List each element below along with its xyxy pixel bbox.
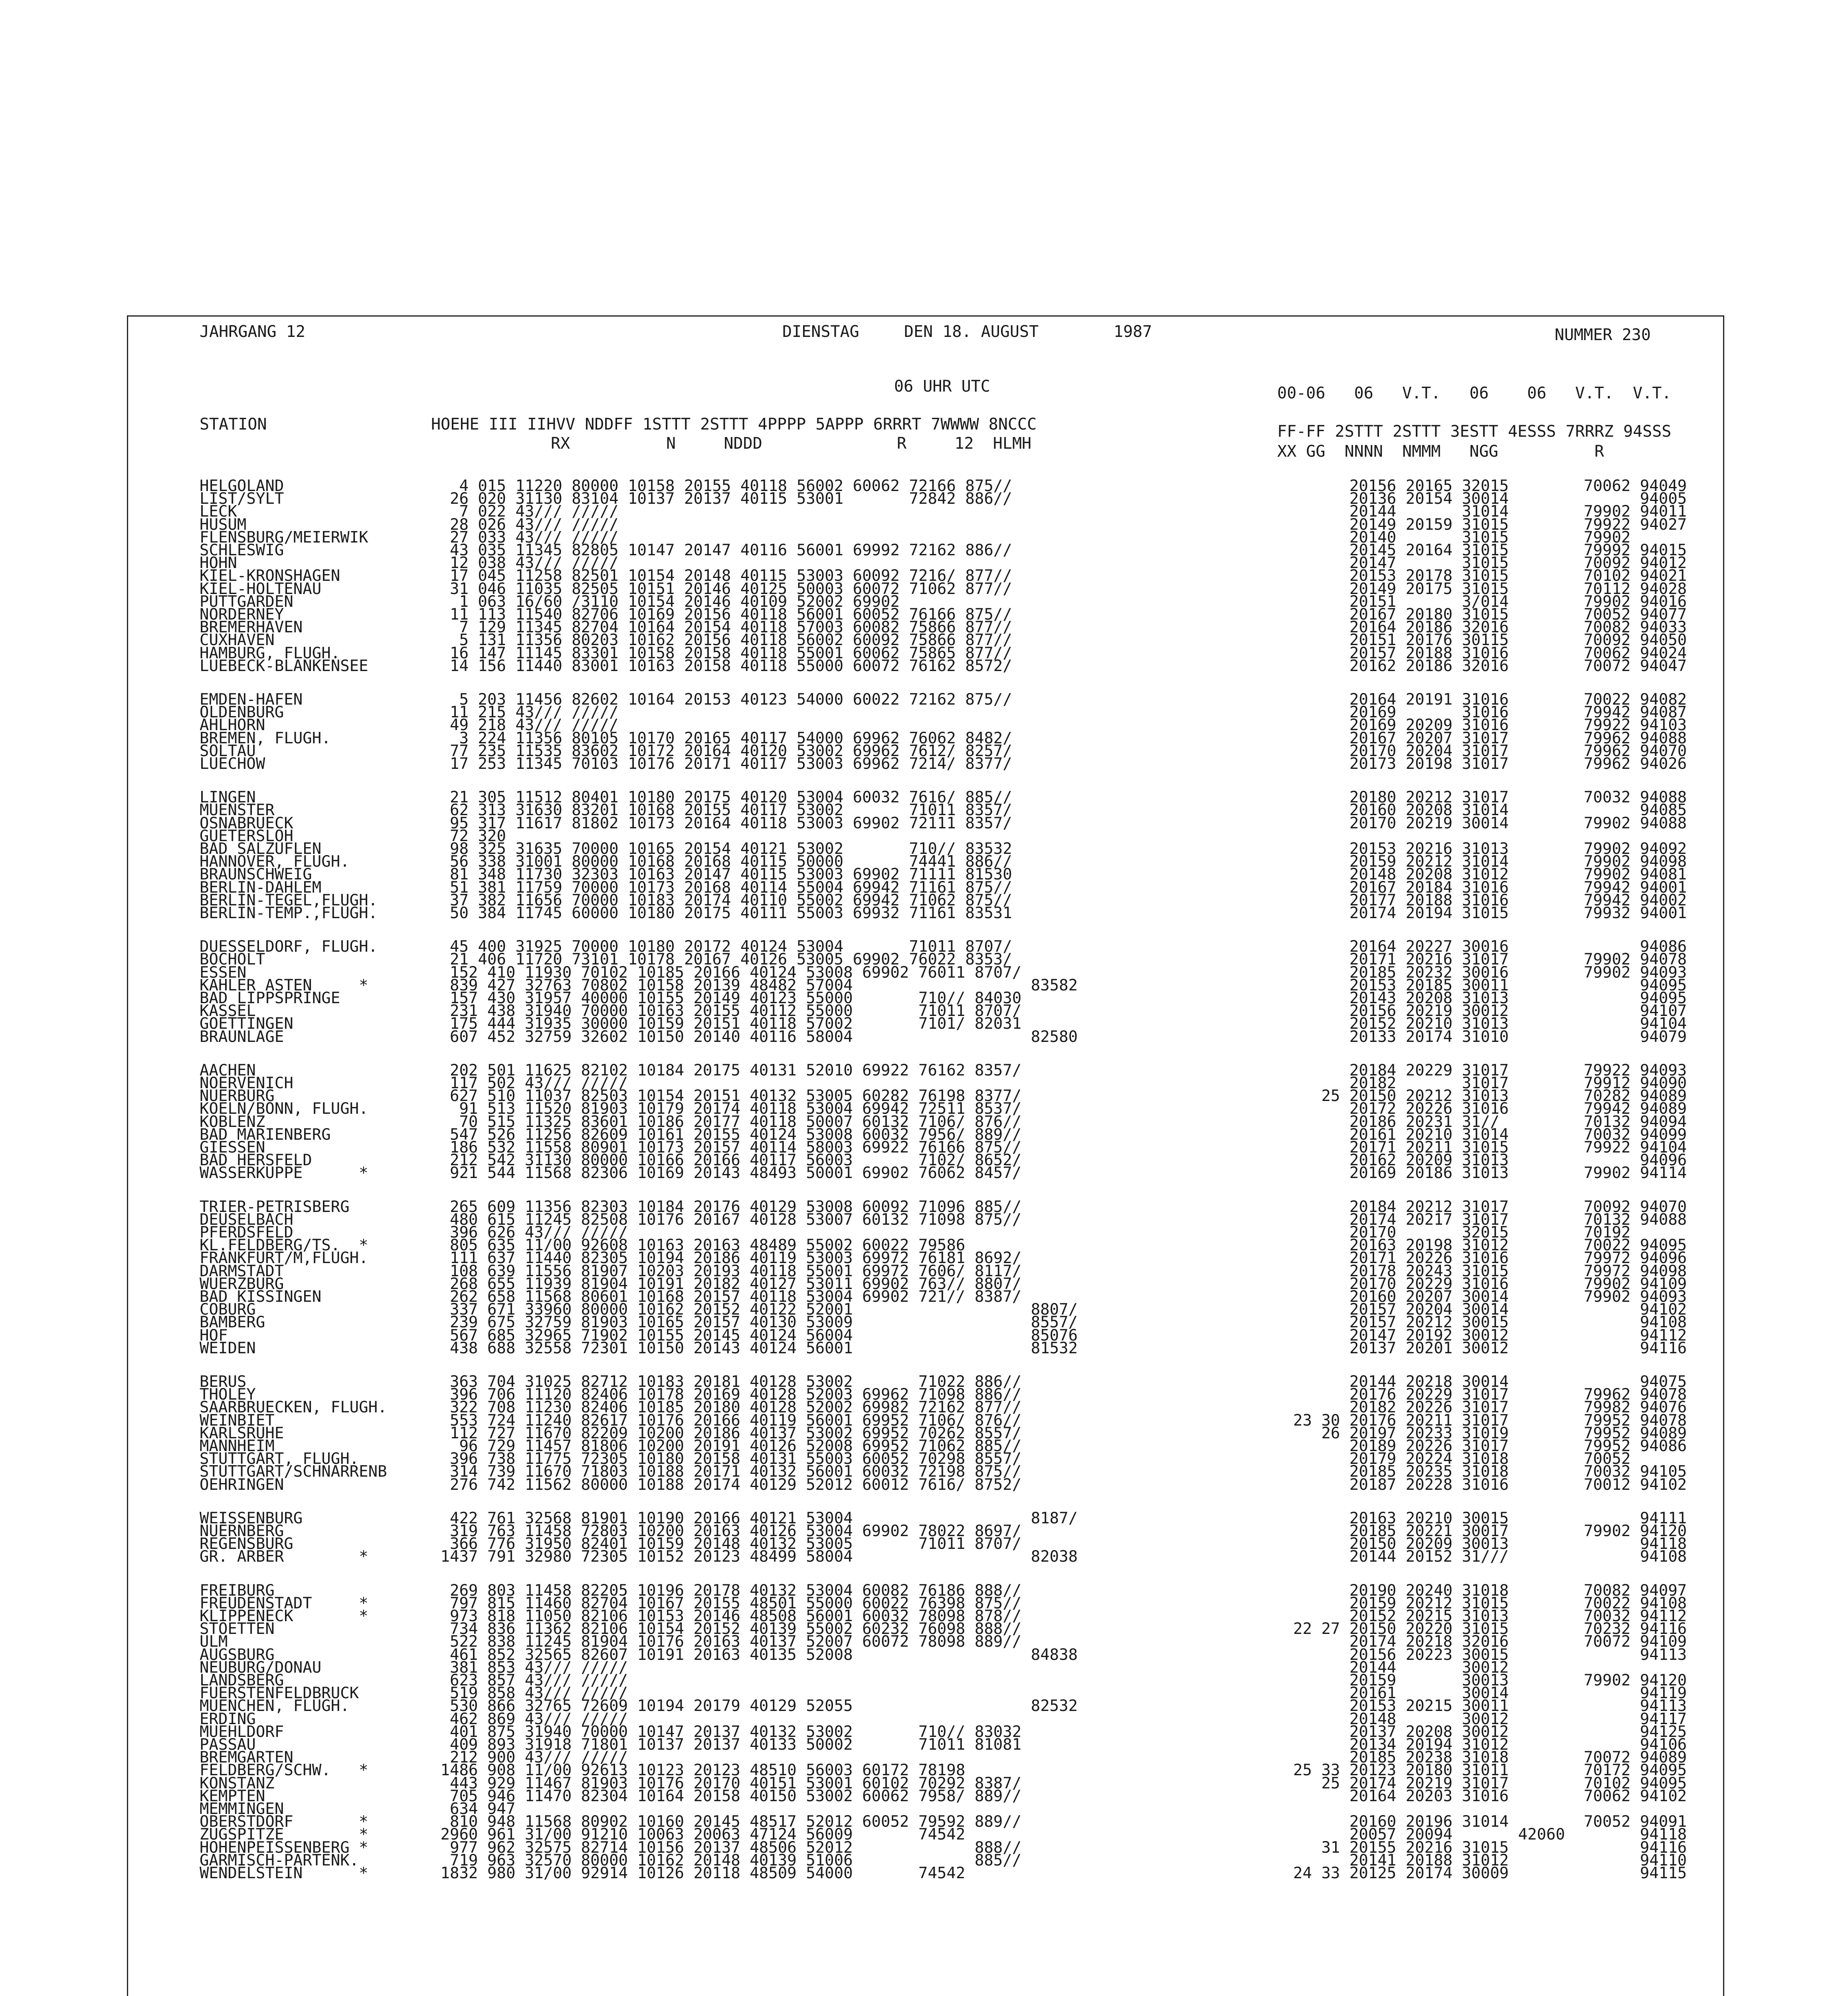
station-right-values: 25 20174 20219 31017 70102 94095 xyxy=(1293,1774,1687,1792)
station-name: HOHN xyxy=(200,554,237,572)
station-main-values: 27 033 43/// ///// xyxy=(431,528,619,547)
station-main-values: 977 962 32575 82714 10156 20137 48506 52012 888// xyxy=(431,1838,1022,1857)
station-name: KOELN/BONN, FLUGH. xyxy=(200,1100,368,1118)
station-name: WENDELSTEIN * xyxy=(200,1864,368,1882)
station-main-values: 519 858 43/// ///// xyxy=(431,1684,628,1703)
station-name: PASSAU xyxy=(200,1736,256,1754)
station-name: DARMSTADT xyxy=(200,1262,284,1280)
station-right-values: 20189 20226 31017 79952 94086 xyxy=(1293,1437,1687,1455)
station-name: HUSUM xyxy=(200,515,247,534)
station-right-values: 20173 20198 31017 79962 94026 xyxy=(1293,755,1687,773)
station-right-values: 20164 20186 32016 70082 94033 xyxy=(1293,618,1687,637)
station-name: PUTTGARDEN xyxy=(200,592,293,611)
station-right-values: 20161 30014 94119 xyxy=(1293,1684,1687,1703)
station-right-values: 20148 30012 94117 xyxy=(1293,1710,1687,1728)
station-name: WEINBIET xyxy=(200,1411,275,1430)
station-main-values: 56 338 31001 80000 10168 20168 40115 50000 74441 886// xyxy=(431,853,1012,871)
station-main-values: 5 203 11456 82602 10164 20153 40123 54000 60022 72162 875// xyxy=(431,691,1012,709)
station-right-values: 20057 20094 42060 94118 xyxy=(1293,1826,1687,1844)
station-main-values: 530 866 32765 72609 10194 20179 40129 52055 82532 xyxy=(431,1697,1078,1715)
station-main-values: 839 427 32763 70802 10158 20139 48482 57004 83582 xyxy=(431,976,1078,994)
station-main-values: 5 131 11356 80203 10162 20156 40118 56002 60092 75866 877// xyxy=(431,631,1012,649)
station-main-values: 81 348 11730 32303 10163 20147 40115 53003 69902 71111 81530 xyxy=(431,865,1012,884)
obs-time: 06 UHR UTC xyxy=(894,377,990,396)
station-right-values: 20174 20217 31017 70132 94088 xyxy=(1293,1210,1687,1229)
station-right-values: 24 33 20125 20174 30009 94115 xyxy=(1293,1864,1687,1882)
station-main-values: 62 313 31630 83201 10168 20155 40117 53002 71011 8357/ xyxy=(431,801,1012,820)
station-right-values: 20160 20196 31014 70052 94091 xyxy=(1293,1813,1687,1831)
station-name: ERDING xyxy=(200,1710,256,1728)
station-name: WEISSENBURG xyxy=(200,1509,303,1527)
station-name: GARMISCH-PARTENK. xyxy=(200,1851,359,1869)
station-main-values: 438 688 32558 72301 10150 20143 40124 56001 81532 xyxy=(431,1339,1078,1357)
right-top-header: 00-06 06 V.T. 06 06 V.T. V.T. xyxy=(1277,384,1672,402)
station-main-values: 623 857 43/// ///// xyxy=(431,1671,628,1689)
station-right-values: 20182 31017 79912 94090 xyxy=(1293,1074,1687,1092)
station-right-values: 20174 20218 32016 70072 94109 xyxy=(1293,1633,1687,1651)
station-right-values: 20182 20226 31017 79982 94076 xyxy=(1293,1398,1687,1417)
station-right-values: 20153 20216 31013 79902 94092 xyxy=(1293,840,1687,858)
station-right-values: 20167 20207 31017 79962 94088 xyxy=(1293,729,1687,747)
station-right-values: 20153 20215 30011 94113 xyxy=(1293,1697,1687,1715)
station-main-values: 14 156 11440 83001 10163 20158 40118 55000 60072 76162 8572/ xyxy=(431,657,1012,675)
station-right-values: 20157 20204 30014 94102 xyxy=(1293,1301,1687,1319)
station-right-values: 20163 20198 31012 70022 94095 xyxy=(1293,1236,1687,1255)
station-main-values: 202 501 11625 82102 10184 20175 40131 52010 69922 76162 8357/ xyxy=(431,1061,1022,1079)
station-main-values: 627 510 11037 82503 10154 20151 40132 53005 60282 76198 8377/ xyxy=(431,1087,1022,1105)
station-right-values: 20148 20208 31012 79902 94081 xyxy=(1293,865,1687,884)
station-right-values: 20147 20192 30012 94112 xyxy=(1293,1326,1687,1345)
station-right-values: 20152 20215 31013 70032 94112 xyxy=(1293,1607,1687,1625)
station-main-values: 797 815 11460 82704 10167 20155 48501 55000 60022 76398 875// xyxy=(431,1594,1022,1612)
station-name: CUXHAVEN xyxy=(200,631,275,649)
station-main-values: 734 836 11362 82106 10154 20152 40139 55002 60232 76098 888// xyxy=(431,1620,1022,1638)
station-name: EMDEN-HAFEN xyxy=(200,691,303,709)
station-main-values: 152 410 11930 70102 10185 20166 40124 53008 69902 76011 8707/ xyxy=(431,963,1022,982)
station-main-values: 462 869 43/// ///// xyxy=(431,1710,628,1728)
station-main-values: 381 853 43/// ///// xyxy=(431,1658,628,1677)
right-columns-header: FF-FF 2STTT 2STTT 3ESTT 4ESSS 7RRRZ 94SSS xyxy=(1277,422,1672,441)
station-name: STOETTEN xyxy=(200,1620,275,1638)
station-main-values: 805 635 11/00 92608 10163 20163 48489 55002 60022 79586 xyxy=(431,1236,966,1255)
station-right-values: 20160 20208 31014 94085 xyxy=(1293,801,1687,820)
station-name: OSNABRUECK xyxy=(200,814,293,832)
station-main-values: 7 022 43/// ///// xyxy=(431,503,619,521)
station-name: FELDBERG/SCHW. * xyxy=(200,1761,368,1780)
station-right-values: 26 20197 20233 31019 79952 94089 xyxy=(1293,1424,1687,1442)
station-name: BREMEN, FLUGH. xyxy=(200,729,331,747)
station-right-values: 20180 20212 31017 70032 94088 xyxy=(1293,788,1687,807)
station-name: GIESSEN xyxy=(200,1139,265,1156)
station-main-values: 1437 791 32980 72305 10152 20123 48499 58004 82038 xyxy=(431,1548,1078,1566)
station-right-values: 20185 20238 31018 70072 94089 xyxy=(1293,1748,1687,1767)
station-right-values: 20178 20243 31015 79972 94098 xyxy=(1293,1262,1687,1280)
station-main-values: 461 852 32565 82607 10191 20163 40135 52008 84838 xyxy=(431,1646,1078,1664)
station-right-values: 20170 32015 70192 xyxy=(1293,1224,1631,1242)
station-name: BAD HERSFELD xyxy=(200,1151,312,1170)
station-right-values: 20151 20176 30115 70092 94050 xyxy=(1293,631,1687,649)
station-main-values: 314 739 11670 71803 10188 20171 40132 56001 60032 72198 875// xyxy=(431,1463,1022,1481)
station-right-values: 20161 20210 31014 70032 94099 xyxy=(1293,1125,1687,1144)
station-main-values: 265 609 11356 82303 10184 20176 40129 53008 60092 71096 885// xyxy=(431,1198,1022,1216)
station-main-values: 212 900 43/// ///// xyxy=(431,1748,628,1767)
station-right-values: 20144 30012 xyxy=(1293,1658,1509,1677)
station-main-values: 973 818 11050 82106 10153 20146 48508 56001 60032 78098 878// xyxy=(431,1607,1022,1625)
station-main-values: 322 708 11230 82406 10185 20180 40128 52002 69982 72162 877// xyxy=(431,1398,1022,1417)
station-main-values: 72 320 xyxy=(431,827,506,845)
station-header: STATION xyxy=(200,415,267,434)
station-right-values: 20171 20226 31016 79972 94096 xyxy=(1293,1249,1687,1267)
station-name: LUECHOW xyxy=(200,755,265,773)
station-right-values: 20163 20210 30015 94111 xyxy=(1293,1509,1687,1527)
station-right-values: 20176 20229 31017 79962 94078 xyxy=(1293,1386,1687,1404)
station-right-values: 20137 20201 30012 94116 xyxy=(1293,1339,1687,1357)
station-main-values: 95 317 11617 81802 10173 20164 40118 53003 69902 72111 8357/ xyxy=(431,814,1012,832)
station-right-values: 20185 20221 30017 79902 94120 xyxy=(1293,1522,1687,1540)
station-right-values: 20144 20152 31/// 94108 xyxy=(1293,1548,1687,1566)
station-main-values: 396 706 11120 82406 10178 20169 40128 52003 69962 71098 886// xyxy=(431,1386,1022,1404)
station-main-values: 607 452 32759 32602 10150 20140 40116 58004 82580 xyxy=(431,1028,1078,1046)
station-right-values: 20190 20240 31018 70082 94097 xyxy=(1293,1581,1687,1600)
station-name: LECK xyxy=(200,503,237,521)
station-main-values: 366 776 31950 82401 10159 20148 40132 53005 71011 8707/ xyxy=(431,1535,1022,1553)
station-right-values: 25 33 20123 20180 31011 70172 94095 xyxy=(1293,1761,1687,1780)
station-main-values: 108 639 11556 81907 10203 20193 40118 55001 69972 7606/ 8117/ xyxy=(431,1262,1022,1280)
station-name: SCHLESWIG xyxy=(200,541,284,559)
station-main-values: 17 045 11258 82501 10154 20148 40115 53003 60092 7216/ 877// xyxy=(431,567,1012,585)
station-name: COBURG xyxy=(200,1301,256,1319)
station-name: BRAUNSCHWEIG xyxy=(200,865,312,884)
station-name: ESSEN xyxy=(200,963,247,982)
station-main-values: 547 526 11256 82609 10161 20155 40124 53008 60032 7956/ 889// xyxy=(431,1125,1022,1144)
station-name: BREMGARTEN xyxy=(200,1748,293,1767)
station-name: AHLHORN xyxy=(200,716,265,735)
station-right-values: 20185 20232 30016 79902 94093 xyxy=(1293,963,1687,982)
station-right-values: 20151 3/014 79902 94016 xyxy=(1293,592,1687,611)
station-name: GR. ARBER * xyxy=(200,1548,368,1566)
station-main-values: 401 875 31940 70000 10147 20137 40132 53002 710// 83032 xyxy=(431,1723,1022,1741)
station-main-values: 705 946 11470 82304 10164 20158 40150 53002 60062 7958/ 889// xyxy=(431,1787,1022,1805)
station-right-values: 20186 20231 31// 70132 94094 xyxy=(1293,1113,1687,1131)
station-main-values: 157 430 31957 40000 10155 20149 40123 55000 710// 84030 xyxy=(431,989,1022,1007)
station-name: THOLEY xyxy=(200,1386,256,1404)
station-name: KEMPTEN xyxy=(200,1787,265,1805)
station-right-values: 20150 20209 30013 94118 xyxy=(1293,1535,1687,1553)
station-name: STUTTGART/SCHNARRENB xyxy=(200,1463,387,1481)
station-name: OEHRINGEN xyxy=(200,1475,284,1494)
station-main-values: 17 253 11345 70103 10176 20171 40117 53003 69962 7214/ 8377/ xyxy=(431,755,1012,773)
station-main-values: 4 015 11220 80000 10158 20155 40118 56002 60062 72166 875// xyxy=(431,477,1012,495)
station-name: OBERSTDORF * xyxy=(200,1813,368,1831)
station-right-values: 20157 20188 31016 70062 94024 xyxy=(1293,644,1687,662)
station-right-values: 20164 20227 30016 94086 xyxy=(1293,938,1687,956)
station-right-values: 20159 30013 79902 94120 xyxy=(1293,1671,1687,1689)
station-right-values: 20149 20159 31015 79922 94027 xyxy=(1293,515,1687,534)
station-name: FLENSBURG/MEIERWIK xyxy=(200,528,368,547)
station-main-values: 111 637 11440 82305 10194 20186 40119 53003 69972 76181 8692/ xyxy=(431,1249,1022,1267)
station-name: BERLIN-TEMP.,FLUGH. xyxy=(200,904,378,922)
station-right-values: 20171 20216 31017 79902 94078 xyxy=(1293,950,1687,969)
station-name: BAD LIPPSPRINGE xyxy=(200,989,340,1007)
station-main-values: 522 838 11245 81904 10176 20163 40137 52007 60072 78098 889// xyxy=(431,1633,1022,1651)
station-main-values: 31 046 11035 82505 10151 20146 40125 50003 60072 71062 877// xyxy=(431,580,1012,598)
station-main-values: 1486 908 11/00 92613 10123 20123 48510 56003 60172 78198 xyxy=(431,1761,966,1780)
station-name: LUEBECK-BLANKENSEE xyxy=(200,657,368,675)
station-right-values: 20144 20218 30014 94075 xyxy=(1293,1373,1687,1391)
station-right-values: 20157 20212 30015 94108 xyxy=(1293,1313,1687,1332)
issue-number: NUMMER 230 xyxy=(1555,326,1651,344)
station-right-values: 20167 20180 31015 70052 94077 xyxy=(1293,606,1687,624)
station-name: HELGOLAND xyxy=(200,477,284,495)
station-right-values: 20147 31015 70092 94012 xyxy=(1293,554,1687,572)
station-main-values: 231 438 31940 70000 10163 20155 40112 55000 71011 8707/ xyxy=(431,1002,1022,1020)
station-main-values: 212 542 31130 80000 10166 20166 40117 56003 7102/ 8652/ xyxy=(431,1151,1022,1170)
station-right-values: 20167 20184 31016 79942 94001 xyxy=(1293,878,1687,897)
station-right-values: 20140 31015 79902 xyxy=(1293,528,1631,547)
station-main-values: 269 803 11458 82205 10196 20178 40132 53004 60082 76186 888// xyxy=(431,1581,1022,1600)
station-main-values: 268 655 11939 81904 10191 20182 40127 53011 69902 763// 8807/ xyxy=(431,1275,1022,1293)
station-right-values: 23 30 20176 20211 31017 79952 94078 xyxy=(1293,1411,1687,1430)
station-right-values: 20185 20235 31018 70032 94105 xyxy=(1293,1463,1687,1481)
station-main-values: 117 502 43/// ///// xyxy=(431,1074,628,1092)
station-main-values: 12 038 43/// ///// xyxy=(431,554,619,572)
station-right-values: 20159 20212 31014 79902 94098 xyxy=(1293,853,1687,871)
station-main-values: 239 675 32759 81903 10165 20157 40130 53009 8557/ xyxy=(431,1313,1078,1332)
station-name: AUGSBURG xyxy=(200,1646,275,1664)
station-main-values: 186 532 11558 80901 10173 20157 40114 58003 69922 76166 875// xyxy=(431,1139,1022,1156)
station-right-values: 20170 20229 31016 79902 94109 xyxy=(1293,1275,1687,1293)
main-columns-header: HOEHE III IIHVV NDDFF 1STTT 2STTT 4PPPP 5APPP 6RRRT 7WWWW 8NCCC xyxy=(431,415,1037,434)
station-name: BRAUNLAGE xyxy=(200,1028,284,1046)
station-right-values: 20137 20208 30012 94125 xyxy=(1293,1723,1687,1741)
station-name: KARLSRUHE xyxy=(200,1424,284,1442)
station-right-values: 22 27 20150 20220 31015 70232 94116 xyxy=(1293,1620,1687,1638)
station-main-values: 37 382 11656 70000 10183 20174 40110 55002 69942 71062 875// xyxy=(431,891,1012,909)
station-name: KASSEL xyxy=(200,1002,256,1020)
station-right-values: 20133 20174 31010 94079 xyxy=(1293,1028,1687,1046)
station-main-values: 96 729 11457 81806 10200 20191 40126 52008 69952 71062 885// xyxy=(431,1437,1022,1455)
station-name: NOERVENICH xyxy=(200,1074,293,1092)
station-main-values: 7 129 11345 82704 10164 20154 40118 57003 60082 75866 877// xyxy=(431,618,1012,637)
station-name: BAMBERG xyxy=(200,1313,265,1332)
station-right-values: 20134 20194 31012 94106 xyxy=(1293,1736,1687,1754)
station-right-values: 20170 20219 30014 79902 94088 xyxy=(1293,814,1687,832)
station-name: BERLIN-DAHLEM xyxy=(200,878,322,897)
station-name: DUESSELDORF, FLUGH. xyxy=(200,938,378,956)
main-sub-header: RX N NDDD R 12 HLMH xyxy=(551,434,1032,453)
station-main-values: 70 515 11325 83601 10186 20177 40118 50007 60132 7106/ 876// xyxy=(431,1113,1022,1131)
station-main-values: 396 626 43/// ///// xyxy=(431,1224,628,1242)
station-main-values: 262 658 11568 80601 10168 20157 40118 53004 69902 721// 8387/ xyxy=(431,1288,1022,1306)
station-main-values: 112 727 11670 82209 10200 20186 40137 53002 69952 70262 8557/ xyxy=(431,1424,1022,1442)
station-main-values: 50 384 11745 60000 10180 20175 40111 55003 69932 71161 83531 xyxy=(431,904,1012,922)
station-main-values: 921 544 11568 82306 10169 20143 48493 50001 69902 76062 8457/ xyxy=(431,1164,1022,1182)
station-name: BAD MARIENBERG xyxy=(200,1125,331,1144)
station-main-values: 49 218 43/// ///// xyxy=(431,716,619,735)
station-main-values: 719 963 32570 80000 10162 20148 40139 51006 885// xyxy=(431,1851,1022,1869)
station-main-values: 1832 980 31/00 92914 10126 20118 48509 54000 74542 xyxy=(431,1864,966,1882)
station-right-values: 20169 20209 31016 79922 94103 xyxy=(1293,716,1687,735)
station-name: KAHLER ASTEN * xyxy=(200,976,368,994)
station-right-values: 20136 20154 30014 94005 xyxy=(1293,490,1687,508)
station-main-values: 51 381 11759 70000 10173 20168 40114 55004 69942 71161 875// xyxy=(431,878,1012,897)
station-name: FREUDENSTADT * xyxy=(200,1594,368,1612)
station-name: NORDERNEY xyxy=(200,606,284,624)
station-main-values: 634 947 xyxy=(431,1800,516,1818)
station-main-values: 3 224 11356 80105 10170 20165 40117 54000 69962 76062 8482/ xyxy=(431,729,1012,747)
station-right-values: 20152 20210 31013 94104 xyxy=(1293,1015,1687,1033)
station-main-values: 810 948 11568 80902 10160 20145 48517 52012 60052 79592 889// xyxy=(431,1813,1022,1831)
station-name: BAD KISSINGEN xyxy=(200,1288,322,1306)
station-name: FUERSTENFELDBRUCK xyxy=(200,1684,359,1703)
station-name: BREMERHAVEN xyxy=(200,618,303,637)
station-main-values: 175 444 31935 30000 10159 20151 40118 57002 7101/ 82031 xyxy=(431,1015,1022,1033)
station-right-values: 20156 20219 30012 94107 xyxy=(1293,1002,1687,1020)
station-main-values: 45 400 31925 70000 10180 20172 40124 53004 71011 8707/ xyxy=(431,938,1012,956)
station-name: KONSTANZ xyxy=(200,1774,275,1792)
station-name: KL.FELDBERG/TS. * xyxy=(200,1236,368,1255)
station-main-values: 91 513 11520 81903 10179 20174 40118 53004 69942 72511 8537/ xyxy=(431,1100,1022,1118)
station-name: HOHENPEISSENBERG * xyxy=(200,1838,368,1857)
station-right-values: 20159 20212 31015 70022 94108 xyxy=(1293,1594,1687,1612)
station-name: FRANKFURT/M,FLUGH. xyxy=(200,1249,368,1267)
station-right-values: 20164 20191 31016 70022 94082 xyxy=(1293,691,1687,709)
station-name: NUERBURG xyxy=(200,1087,275,1105)
station-name: BAD SALZUFLEN xyxy=(200,840,322,858)
station-main-values: 16 147 11145 83301 10158 20158 40118 55001 60062 75865 877// xyxy=(431,644,1012,662)
station-right-values: 25 20150 20212 31013 70282 94089 xyxy=(1293,1087,1687,1105)
station-right-values: 20174 20194 31015 79932 94001 xyxy=(1293,904,1687,922)
station-name: FREIBURG xyxy=(200,1581,275,1600)
station-right-values: 20153 20185 30011 94095 xyxy=(1293,976,1687,994)
station-main-values: 21 406 11720 73101 10178 20167 40126 53005 69902 76022 8353/ xyxy=(431,950,1012,969)
station-name: BERUS xyxy=(200,1373,247,1391)
station-main-values: 43 035 11345 82805 10147 20147 40116 56001 69992 72162 886// xyxy=(431,541,1012,559)
station-name: STUTTGART, FLUGH. xyxy=(200,1450,359,1468)
station-main-values: 11 113 11540 82706 10169 20156 40118 56001 60052 76166 875// xyxy=(431,606,1012,624)
station-name: HAMBURG, FLUGH. xyxy=(200,644,340,662)
station-name: SOLTAU xyxy=(200,742,256,760)
station-name: MUEHLDORF xyxy=(200,1723,284,1741)
station-right-values: 20141 20188 31012 94110 xyxy=(1293,1851,1687,1869)
station-main-values: 2960 961 31/00 91210 10063 20063 47124 56009 74542 xyxy=(431,1826,966,1844)
station-right-values: 20162 20186 32016 70072 94047 xyxy=(1293,657,1687,675)
station-name: REGENSBURG xyxy=(200,1535,293,1553)
station-name: WEIDEN xyxy=(200,1339,256,1357)
station-right-values: 20144 31014 79902 94011 xyxy=(1293,503,1687,521)
station-main-values: 77 235 11535 83602 10172 20164 40120 53002 69962 7612/ 8257/ xyxy=(431,742,1012,760)
weekday: DIENSTAG xyxy=(782,323,859,341)
year: 1987 xyxy=(1114,323,1152,341)
station-right-values: 20156 20165 32015 70062 94049 xyxy=(1293,477,1687,495)
station-main-values: 319 763 11458 72803 10200 20163 40126 53004 69902 78022 8697/ xyxy=(431,1522,1022,1540)
station-main-values: 480 615 11245 82508 10176 20167 40128 53007 60132 71098 875// xyxy=(431,1210,1022,1229)
station-main-values: 276 742 11562 80000 10188 20174 40129 52012 60012 7616/ 8752/ xyxy=(431,1475,1022,1494)
station-right-values: 20184 20212 31017 70092 94070 xyxy=(1293,1198,1687,1216)
station-name: KOBLENZ xyxy=(200,1113,265,1131)
date: DEN 18. AUGUST xyxy=(904,323,1039,341)
station-main-values: 337 671 33960 80000 10162 20152 40122 52001 8807/ xyxy=(431,1301,1078,1319)
station-right-values: 20145 20164 31015 79992 94015 xyxy=(1293,541,1687,559)
station-main-values: 11 215 43/// ///// xyxy=(431,703,619,722)
station-main-values: 98 325 31635 70000 10165 20154 40121 53002 710// 83532 xyxy=(431,840,1012,858)
station-name: GOETTINGEN xyxy=(200,1015,293,1033)
station-name: WUERZBURG xyxy=(200,1275,284,1293)
station-right-values: 20143 20208 31013 94095 xyxy=(1293,989,1687,1007)
station-right-values: 20177 20188 31016 79942 94002 xyxy=(1293,891,1687,909)
station-name: MEMMINGEN xyxy=(200,1800,284,1818)
station-main-values: 396 738 11775 72305 10180 20158 40131 55003 60052 70298 8557/ xyxy=(431,1450,1022,1468)
station-name: WASSERKUPPE * xyxy=(200,1164,368,1182)
station-main-values: 363 704 31025 82712 10183 20181 40128 53002 71022 886// xyxy=(431,1373,1022,1391)
station-right-values: 20187 20228 31016 70012 94102 xyxy=(1293,1475,1687,1494)
station-right-values: 31 20155 20216 31015 94116 xyxy=(1293,1838,1687,1857)
station-right-values: 20179 20224 31018 70052 xyxy=(1293,1450,1631,1468)
station-name: MUENCHEN, FLUGH. xyxy=(200,1697,350,1715)
station-name: TRIER-PETRISBERG xyxy=(200,1198,350,1216)
station-name: AACHEN xyxy=(200,1061,256,1079)
station-main-values: 28 026 43/// ///// xyxy=(431,515,619,534)
station-name: BERLIN-TEGEL,FLUGH. xyxy=(200,891,378,909)
station-name: KIEL-KRONSHAGEN xyxy=(200,567,340,585)
station-name: KLIPPENECK * xyxy=(200,1607,368,1625)
station-main-values: 567 685 32965 71902 10155 20145 40124 56004 85076 xyxy=(431,1326,1078,1345)
station-name: LANDSBERG xyxy=(200,1671,284,1689)
station-right-values: 20149 20175 31015 70112 94028 xyxy=(1293,580,1687,598)
station-name: NUERNBERG xyxy=(200,1522,284,1540)
station-right-values: 20164 20203 31016 70062 94102 xyxy=(1293,1787,1687,1805)
station-right-values: 20170 20204 31017 79962 94070 xyxy=(1293,742,1687,760)
station-main-values: 1 063 16/60 /3110 10154 20146 40109 52002 69902 xyxy=(431,592,900,611)
station-name: OLDENBURG xyxy=(200,703,284,722)
station-name: LINGEN xyxy=(200,788,256,807)
station-name: KIEL-HOLTENAU xyxy=(200,580,322,598)
station-right-values: 20172 20226 31016 79942 94089 xyxy=(1293,1100,1687,1118)
station-name: PFERDSFELD xyxy=(200,1224,293,1242)
station-right-values: 20162 20209 31013 94096 xyxy=(1293,1151,1687,1170)
jahrgang: JAHRGANG 12 xyxy=(200,323,305,341)
station-right-values: 20153 20178 31015 70102 94021 xyxy=(1293,567,1687,585)
station-name: LIST/SYLT xyxy=(200,490,284,508)
station-name: MANNHEIM xyxy=(200,1437,275,1455)
station-name: HANNOVER, FLUGH. xyxy=(200,853,350,871)
station-main-values: 443 929 11467 81903 10176 20170 40151 53001 60102 70292 8387/ xyxy=(431,1774,1022,1792)
station-right-values: 20169 20186 31013 79902 94114 xyxy=(1293,1164,1687,1182)
station-main-values: 21 305 11512 80401 10180 20175 40120 53004 60032 7616/ 885// xyxy=(431,788,1012,807)
station-name: ULM xyxy=(200,1633,228,1651)
station-main-values: 26 020 31130 83104 10137 20137 40115 53001 72842 886// xyxy=(431,490,1012,508)
station-name: NEUBURG/DONAU xyxy=(200,1658,322,1677)
station-main-values: 422 761 32568 81901 10190 20166 40121 53004 8187/ xyxy=(431,1509,1078,1527)
station-name: MUENSTER xyxy=(200,801,275,820)
station-main-values: 553 724 11240 82617 10176 20166 40119 56001 69952 7106/ 876// xyxy=(431,1411,1022,1430)
station-name: BOCHOLT xyxy=(200,950,265,969)
station-name: ZUGSPITZE * xyxy=(200,1826,368,1844)
station-right-values: 20169 31016 79942 94087 xyxy=(1293,703,1687,722)
station-name: DEUSELBACH xyxy=(200,1210,293,1229)
station-right-values: 20156 20223 30015 94113 xyxy=(1293,1646,1687,1664)
station-name: GUETERSLOH xyxy=(200,827,293,845)
station-right-values: 20171 20211 31015 79922 94104 xyxy=(1293,1139,1687,1156)
station-right-values: 20184 20229 31017 79922 94093 xyxy=(1293,1061,1687,1079)
station-right-values: 20160 20207 30014 79902 94093 xyxy=(1293,1288,1687,1306)
station-main-values: 409 893 31918 71801 10137 20137 40133 50002 71011 81081 xyxy=(431,1736,1022,1754)
station-name: HOF xyxy=(200,1326,228,1345)
station-name: SAARBRUECKEN, FLUGH. xyxy=(200,1398,387,1417)
right-sub-header: XX GG NNNN NMMM NGG R xyxy=(1277,442,1604,461)
